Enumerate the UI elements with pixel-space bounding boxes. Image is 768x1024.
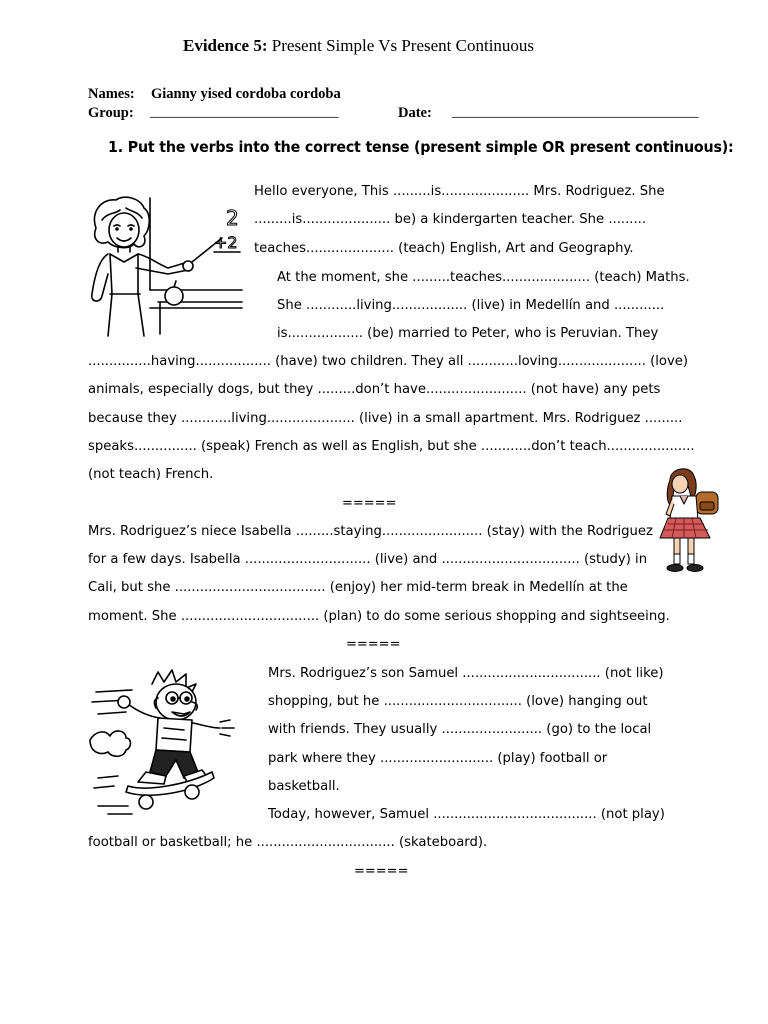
group-field[interactable]: __________________________	[150, 104, 339, 120]
date-label: Date:	[398, 105, 432, 121]
p1-line-1: Hello everyone, This .........is..................... Mrs. Rodriguez. She	[254, 184, 665, 199]
p3-line-1: Mrs. Rodriguez’s son Samuel ................................. (not like)	[268, 666, 664, 681]
p1-line-5: She ............living.................. (live) in Medellín and ............	[277, 298, 665, 313]
skateboarder-illustration	[88, 668, 238, 824]
p1-line-4: At the moment, she .........teaches..................... (teach) Maths.	[277, 270, 690, 285]
teacher-illustration	[88, 190, 244, 338]
title-rest: Present Simple Vs Present Continuous	[267, 36, 535, 55]
p3-line-4: park where they ........................... (play) football or	[268, 751, 608, 766]
svg-text:2: 2	[226, 206, 239, 230]
separator-2: =====	[346, 637, 401, 652]
p1-line-9: because they ............living..................... (live) in a small apartment. Mrs. Rodriguez .........	[88, 411, 683, 426]
p1-line-6: is.................. (be) married to Peter, who is Peruvian. They	[277, 326, 659, 341]
svg-text:+2: +2	[214, 233, 238, 252]
separator-1: =====	[342, 496, 397, 511]
p3-line-5: basketball.	[268, 779, 340, 794]
date-field[interactable]: __________________________________	[452, 104, 699, 120]
names-label: Names:	[88, 86, 135, 102]
p3-line-7: football or basketball; he ................................. (skateboard).	[88, 835, 488, 850]
p1-line-3: teaches..................... (teach) English, Art and Geography.	[254, 241, 634, 256]
p3-line-3: with friends. They usually ........................ (go) to the local	[268, 722, 652, 737]
p1-line-7: ...............having.................. (have) two children. They all ............loving..................... (love)	[88, 354, 689, 369]
p1-line-11: (not teach) French.	[88, 467, 214, 482]
group-label: Group:	[88, 105, 134, 121]
exercise-heading: 1. Put the verbs into the correct tense (present simple OR present continuous):	[108, 138, 734, 156]
p1-line-8: animals, especially dogs, but they .........don’t have........................ (not have) any pets	[88, 382, 661, 397]
p1-line-2: .........is..................... be) a kindergarten teacher. She .........	[254, 212, 647, 227]
p3-line-2: shopping, but he ................................. (love) hanging out	[268, 694, 648, 709]
p1-line-10: speaks............... (speak) French as well as English, but she ............don’t teach.....................	[88, 439, 695, 454]
p2-line-1: Mrs. Rodriguez’s niece Isabella .........staying........................ (stay) with the Rodriguez	[88, 524, 653, 539]
names-value[interactable]: Gianny yised cordoba cordoba	[151, 86, 341, 102]
p2-line-3: Cali, but she .................................... (enjoy) her mid-term break in Medellín at the	[88, 580, 628, 595]
p3-line-6: Today, however, Samuel ....................................... (not play)	[268, 807, 665, 822]
schoolgirl-illustration	[658, 466, 722, 578]
title-bold: Evidence 5:	[183, 36, 268, 55]
p2-line-2: for a few days. Isabella .............................. (live) and ................................. (study) in	[88, 552, 648, 567]
page-title	[183, 36, 534, 56]
separator-3: =====	[354, 864, 409, 879]
p2-line-4: moment. She ................................. (plan) to do some serious shopping and sightseeing.	[88, 609, 670, 624]
